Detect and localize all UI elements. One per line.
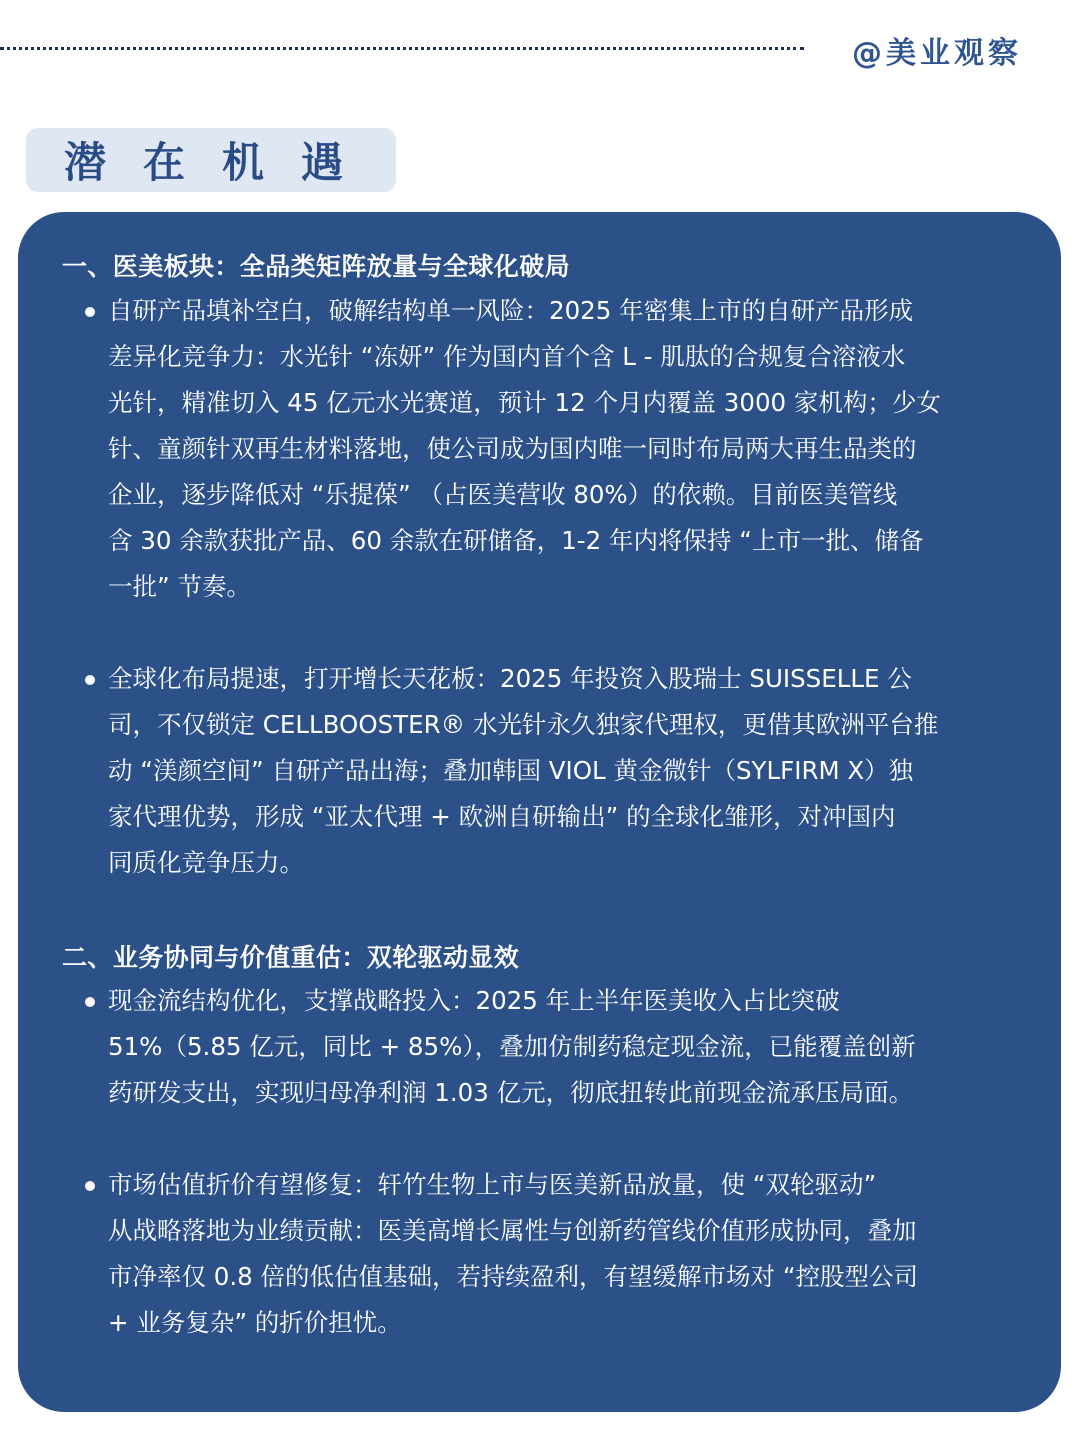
paragraph-line: 差异化竞争力：水光针 “冻妍” 作为国内首个含 L - 肌肽的合规复合溶液水 xyxy=(108,342,906,371)
dotted-divider xyxy=(0,47,804,50)
paragraph-line: 家代理优势，形成 “亚太代理 + 欧洲自研输出” 的全球化雏形，对冲国内 xyxy=(108,802,896,831)
bullet-paragraph-globalization xyxy=(108,656,1026,886)
content-card xyxy=(18,212,1061,1412)
paragraph-line: 司，不仅锁定 CELLBOOSTER® 水光针永久独家代理权，更借其欧洲平台推 xyxy=(108,710,939,739)
paragraph-line: 市场估值折价有望修复：轩竹生物上市与医美新品放量，使 “双轮驱动” xyxy=(108,1170,877,1199)
bullet-dot-icon xyxy=(82,304,98,320)
paragraph-line: 自研产品填补空白，破解结构单一风险：2025 年密集上市的自研产品形成 xyxy=(108,296,914,325)
bullet-dot-icon xyxy=(82,672,98,688)
section-heading-synergy: 二、业务协同与价值重估：双轮驱动显效 xyxy=(62,943,520,972)
paragraph-line: 同质化竞争压力。 xyxy=(108,848,304,877)
top-bar xyxy=(0,26,1080,72)
paragraph-line: 市净率仅 0.8 倍的低估值基础，若持续盈利，有望缓解市场对 “控股型公司 xyxy=(108,1262,919,1291)
paragraph-line: 动 “渼颜空间” 自研产品出海；叠加韩国 VIOL 黄金微针（SYLFIRM X）独 xyxy=(108,756,914,785)
bullet-paragraph-self-developed xyxy=(108,288,1026,610)
paragraph-line: 药研发支出，实现归母净利润 1.03 亿元，彻底扭转此前现金流承压局面。 xyxy=(108,1078,914,1107)
bullet-dot-icon xyxy=(82,994,98,1010)
account-handle: @美业观察 xyxy=(852,36,1022,71)
paragraph-line: 含 30 余款获批产品、60 余款在研储备，1-2 年内将保持 “上市一批、储备 xyxy=(108,526,924,555)
paragraph-line: + 业务复杂” 的折价担忧。 xyxy=(108,1308,402,1337)
paragraph-line: 从战略落地为业绩贡献：医美高增长属性与创新药管线价值形成协同，叠加 xyxy=(108,1216,917,1245)
bullet-paragraph-cash-flow xyxy=(108,978,1026,1116)
bullet-dot-icon xyxy=(82,1178,98,1194)
paragraph-line: 针、童颜针双再生材料落地，使公司成为国内唯一同时布局两大再生品类的 xyxy=(108,434,917,463)
section-heading-medical-beauty: 一、医美板块：全品类矩阵放量与全球化破局 xyxy=(62,252,571,281)
paragraph-line: 51%（5.85 亿元，同比 + 85%），叠加仿制药稳定现金流，已能覆盖创新 xyxy=(108,1032,916,1061)
paragraph-line: 光针，精准切入 45 亿元水光赛道，预计 12 个月内覆盖 3000 家机构；少女 xyxy=(108,388,941,417)
section-title: 潜在机遇 xyxy=(64,138,381,187)
paragraph-line: 全球化布局提速，打开增长天花板：2025 年投资入股瑞士 SUISSELLE 公 xyxy=(108,664,912,693)
paragraph-line: 企业，逐步降低对 “乐提葆” （占医美营收 80%）的依赖。目前医美管线 xyxy=(108,480,898,509)
paragraph-line: 一批” 节奏。 xyxy=(108,572,251,601)
bullet-paragraph-valuation xyxy=(108,1162,1026,1346)
section-title-tag xyxy=(26,128,396,192)
paragraph-line: 现金流结构优化，支撑战略投入：2025 年上半年医美收入占比突破 xyxy=(108,986,840,1015)
